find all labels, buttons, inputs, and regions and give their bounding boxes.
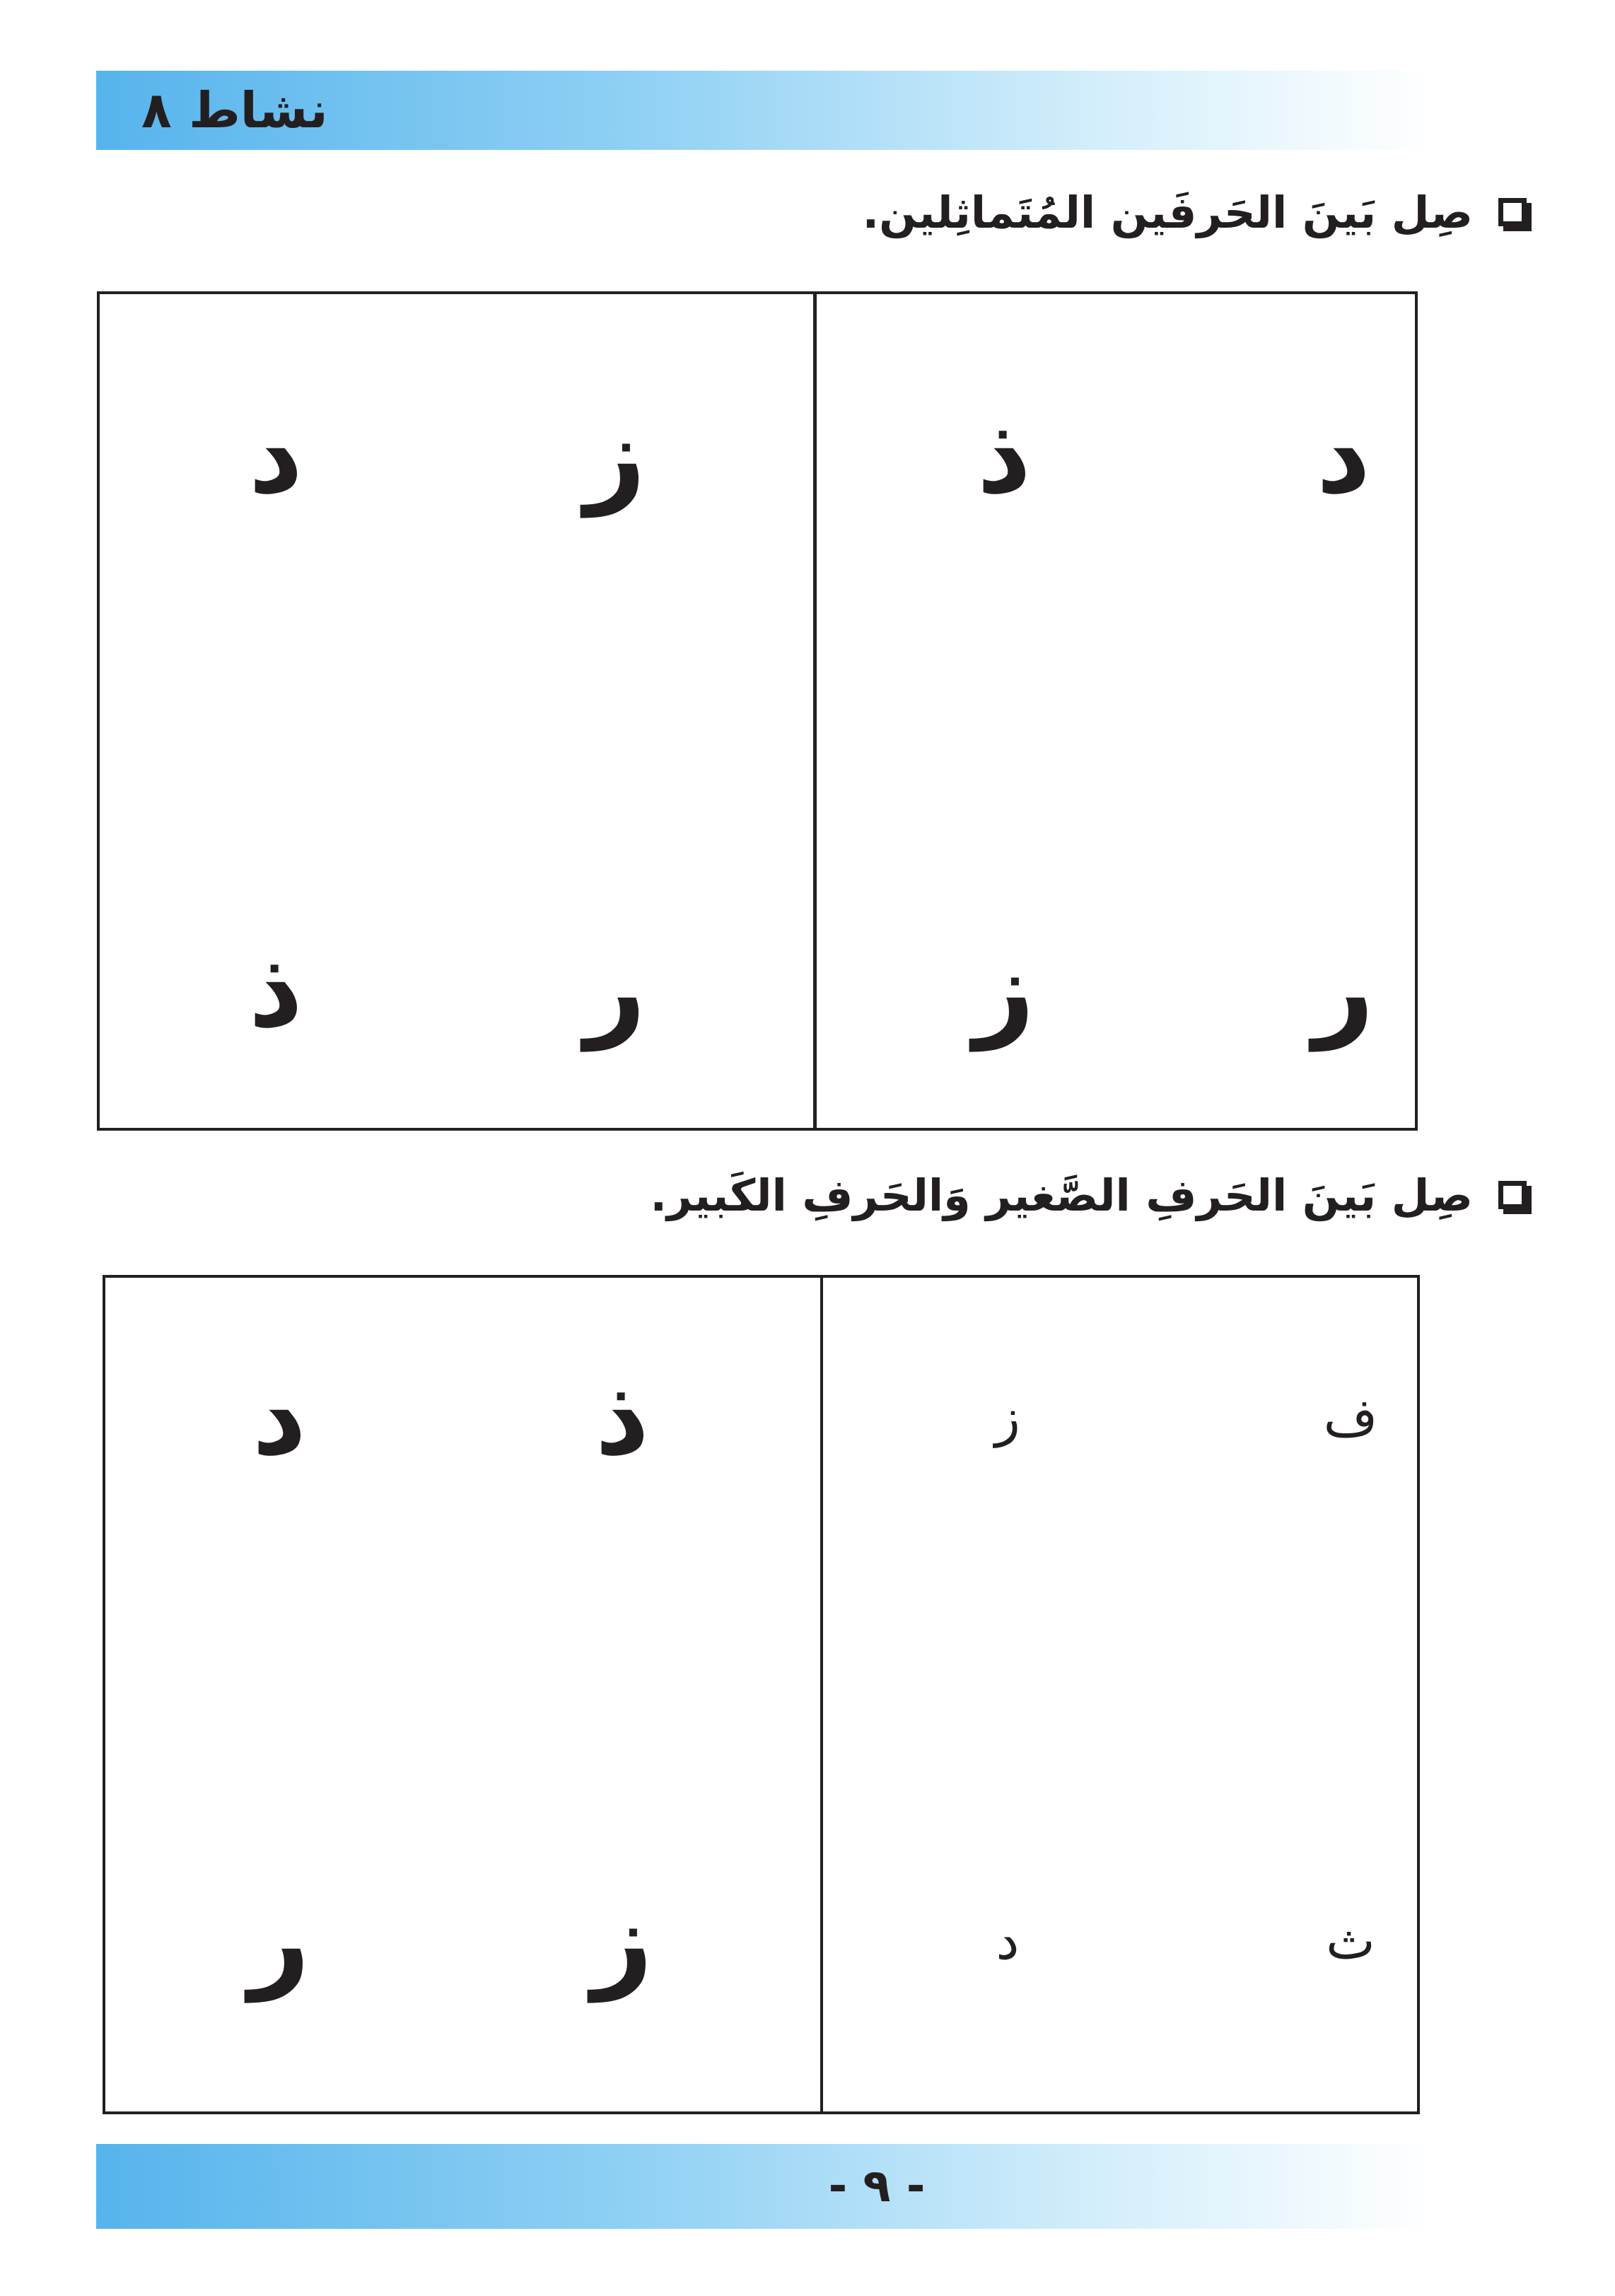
exercise-1-left-bottom-right-letter[interactable]: ر: [584, 928, 646, 1051]
exercise-1-instruction: [863, 177, 1527, 247]
exercise-1-right-top-right-letter[interactable]: د: [1316, 395, 1371, 518]
exercise-2-big-bottom-right-letter[interactable]: ز: [591, 1880, 653, 2003]
exercise-1-instruction-text: صِل بَينَ الحَرفَين المُتَماثِلين.: [862, 186, 1473, 238]
exercise-2-big-top-left-letter[interactable]: د: [252, 1356, 307, 1479]
exercise-2-small-bottom-left-letter[interactable]: د: [996, 1911, 1020, 1971]
exercise-2-big-top-right-letter[interactable]: ذ: [595, 1356, 650, 1479]
exercise-2-big-bottom-left-letter[interactable]: ر: [248, 1880, 310, 2003]
checkbox-icon: [1498, 1181, 1527, 1209]
exercise-1-divider: [813, 291, 817, 1131]
exercise-1-right-bottom-left-letter[interactable]: ز: [973, 928, 1035, 1051]
exercise-2-small-bottom-right-letter[interactable]: ث: [1326, 1911, 1375, 1971]
exercise-2-small-top-left-letter[interactable]: ز: [995, 1387, 1020, 1448]
page-number: - ٩ -: [828, 2160, 926, 2213]
checkbox-icon: [1498, 198, 1527, 226]
exercise-1-left-bottom-left-letter[interactable]: ذ: [248, 928, 303, 1051]
activity-title: نشاط ٨: [141, 81, 328, 139]
exercise-1-left-top-right-letter[interactable]: ز: [584, 395, 646, 518]
exercise-1-left-top-left-letter[interactable]: د: [248, 395, 303, 518]
exercise-1-right-top-left-letter[interactable]: ذ: [976, 395, 1032, 518]
exercise-1-right-bottom-right-letter[interactable]: ر: [1312, 928, 1375, 1051]
exercise-2-small-top-right-letter[interactable]: ف: [1323, 1387, 1378, 1448]
exercise-2-instruction-text: صِل بَينَ الحَرفِ الصَّغير وَالحَرفِ الكَبير.: [650, 1169, 1473, 1221]
exercise-2-instruction: [650, 1160, 1527, 1230]
